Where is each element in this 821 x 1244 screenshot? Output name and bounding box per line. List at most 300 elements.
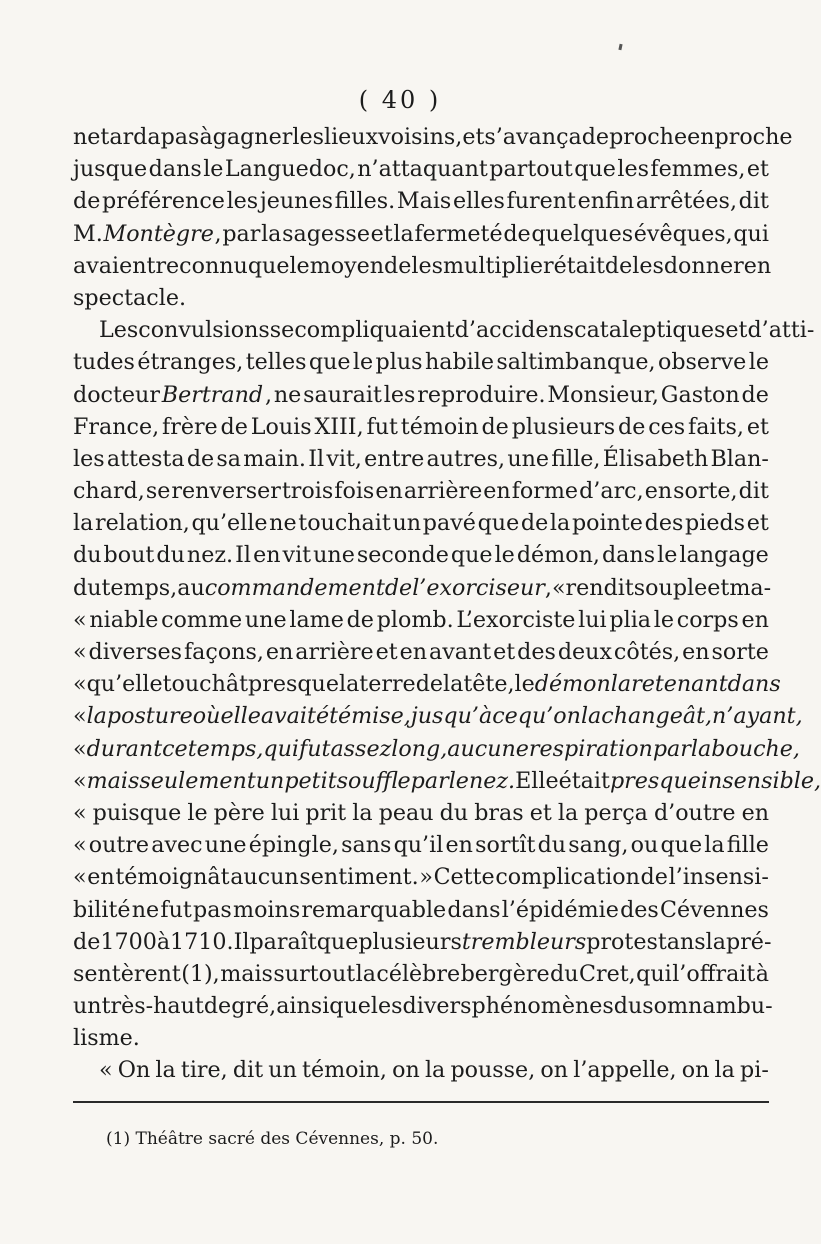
- word: ne: [269, 510, 297, 537]
- word: ,: [264, 381, 273, 408]
- text-line: [73, 604, 769, 636]
- word: la: [261, 220, 282, 247]
- word: vit: [282, 542, 312, 569]
- word: de: [618, 413, 646, 440]
- text-line: [73, 958, 769, 990]
- word: avec: [151, 832, 203, 859]
- word: saltimbanque,: [496, 349, 656, 376]
- word: les: [632, 252, 664, 279]
- word: à: [755, 960, 769, 987]
- word: relation,: [95, 510, 190, 537]
- word: un: [392, 510, 422, 537]
- word: la: [352, 799, 373, 826]
- text-line: [73, 153, 769, 185]
- text-line: [73, 829, 769, 861]
- word: multiplier: [443, 252, 554, 279]
- word: donner: [663, 252, 744, 279]
- word: et: [707, 574, 730, 601]
- word: et: [375, 639, 398, 665]
- word: n’attaquant: [357, 156, 488, 183]
- word: s’avança: [484, 124, 582, 150]
- word: pi-: [740, 1057, 769, 1084]
- word: quelques: [531, 220, 634, 247]
- word: de: [581, 124, 610, 150]
- italic-word: par: [652, 735, 691, 762]
- word: Languedoc,: [224, 156, 356, 183]
- word: pavé: [422, 510, 476, 537]
- italic-word: commandement: [204, 574, 385, 601]
- word: dans: [447, 896, 501, 923]
- ink-speck: [618, 44, 622, 50]
- italic-word: seulement: [139, 767, 256, 794]
- word: Il: [233, 928, 250, 955]
- word: France,: [73, 413, 160, 440]
- word: ne: [131, 896, 160, 923]
- word: renverser: [171, 478, 281, 505]
- word: de: [503, 220, 531, 247]
- word: puisque: [92, 799, 182, 826]
- word: furent: [506, 188, 576, 215]
- word: des: [620, 896, 659, 923]
- word: bilité: [73, 896, 131, 923]
- word: niable: [89, 606, 159, 633]
- word: en: [682, 639, 710, 665]
- word: femmes,: [650, 156, 746, 183]
- word: outre: [88, 832, 150, 859]
- word: et: [493, 639, 516, 665]
- italic-word: petit: [284, 767, 337, 794]
- text-line: [73, 282, 769, 314]
- word: était: [553, 252, 605, 279]
- word: que: [574, 156, 616, 183]
- word: sagesse: [282, 220, 370, 247]
- word: les: [617, 156, 649, 183]
- italic-word: assez: [330, 735, 392, 762]
- word: «: [73, 767, 87, 794]
- word: tudes: [73, 349, 135, 376]
- italic-word: ce: [162, 735, 188, 762]
- word: côtés,: [613, 639, 681, 665]
- word: observe: [657, 349, 747, 376]
- italic-word: insensible,: [700, 767, 821, 794]
- word: les: [292, 124, 324, 150]
- word: en: [741, 606, 769, 633]
- word: la: [73, 510, 94, 537]
- text-line: [73, 572, 772, 604]
- word: en: [445, 832, 473, 859]
- word: terre: [359, 671, 416, 698]
- text-line: [73, 668, 781, 700]
- word: des: [517, 639, 556, 665]
- word: somnambu-: [642, 993, 773, 1020]
- word: démon,: [516, 542, 600, 569]
- word: une: [507, 445, 550, 472]
- word: ma-: [729, 574, 772, 601]
- word: par: [222, 220, 261, 247]
- text-line: [73, 700, 803, 732]
- italic-word: temps,: [187, 735, 264, 762]
- word: une: [313, 542, 355, 569]
- word: tarda: [100, 124, 161, 150]
- word: enfin: [577, 188, 635, 215]
- word: dans: [601, 542, 656, 569]
- italic-word: un: [255, 767, 285, 794]
- word: paraît: [249, 928, 317, 955]
- word: pousse,: [450, 1057, 536, 1084]
- text-line: [73, 121, 793, 153]
- word: célèbre: [376, 960, 461, 987]
- word: lieux: [323, 124, 379, 150]
- italic-word: fut: [299, 735, 331, 762]
- word: cataleptiques: [574, 317, 726, 344]
- word: le: [657, 542, 678, 569]
- page-number: ( 40 ): [358, 86, 442, 114]
- word: «: [551, 574, 566, 601]
- text-line: [73, 733, 800, 765]
- text-line: [73, 250, 772, 282]
- word: que: [660, 832, 703, 859]
- italic-word: aucune: [447, 735, 529, 762]
- word: Louis: [250, 413, 312, 440]
- word: et: [725, 317, 748, 344]
- word: Il: [308, 445, 325, 472]
- word: de: [73, 928, 101, 955]
- word: fermeté: [414, 220, 503, 247]
- text-line: [73, 765, 821, 797]
- word: épingle,: [248, 832, 339, 859]
- word: elles: [452, 188, 505, 215]
- word: ne: [273, 381, 302, 408]
- word: rendit: [565, 574, 634, 601]
- word: la: [705, 928, 726, 955]
- word: à: [199, 124, 213, 150]
- word: attesta: [106, 445, 185, 472]
- word: la: [355, 960, 376, 987]
- word: lisme.: [73, 1025, 140, 1052]
- word: l’épidémie: [501, 896, 619, 923]
- word: telles: [245, 349, 307, 376]
- word: (1),: [181, 960, 220, 987]
- text-line: [73, 475, 769, 507]
- italic-word: Bertrand: [161, 381, 264, 408]
- word: touchât: [162, 671, 249, 698]
- word: voisins,: [378, 124, 463, 150]
- word: se: [269, 317, 295, 344]
- word: du: [73, 574, 102, 601]
- word: était: [558, 767, 610, 794]
- italic-word: la: [690, 735, 712, 762]
- italic-word: avait: [260, 703, 316, 730]
- word: du: [156, 542, 185, 569]
- word: de: [346, 606, 374, 633]
- text-line: [73, 1054, 769, 1086]
- word: père: [213, 799, 265, 826]
- italic-word: retenant: [631, 671, 728, 698]
- word: faits,: [688, 413, 744, 440]
- italic-word: qui: [263, 735, 300, 762]
- word: témoin: [400, 413, 479, 440]
- italic-word: la: [610, 671, 632, 698]
- word: le: [203, 156, 224, 183]
- word: au: [177, 574, 205, 601]
- word: temps,: [101, 574, 178, 601]
- word: comme: [161, 606, 243, 633]
- word: la: [549, 510, 571, 537]
- word: frère: [162, 413, 218, 440]
- word: trois: [281, 478, 334, 505]
- word: un: [73, 993, 102, 1020]
- word: degré,: [203, 993, 277, 1020]
- word: de: [220, 413, 248, 440]
- italic-word: la: [86, 703, 107, 730]
- word: Les: [99, 317, 139, 344]
- word: plusieurs: [358, 928, 462, 955]
- italic-word: de: [384, 574, 413, 601]
- word: fois: [334, 478, 375, 505]
- word: 1710.: [170, 928, 234, 955]
- word: que: [329, 993, 371, 1020]
- word: sentiment.: [299, 864, 419, 891]
- word: le: [352, 349, 374, 376]
- text-line: [73, 218, 769, 250]
- word: du: [537, 832, 567, 859]
- word: Cévennes: [660, 896, 769, 923]
- word: sang,: [568, 832, 629, 859]
- word: lame: [289, 606, 344, 633]
- word: jeunes: [259, 188, 333, 215]
- word: que: [308, 349, 351, 376]
- italic-word: n’ayant,: [712, 703, 803, 730]
- word: de: [604, 252, 633, 279]
- italic-word: mais: [86, 767, 140, 794]
- word: phénomènes: [471, 993, 614, 1020]
- word: de: [384, 252, 412, 279]
- word: sans: [341, 832, 392, 859]
- word: la: [424, 1057, 446, 1084]
- word: «: [73, 606, 87, 633]
- word: ,: [544, 574, 552, 601]
- word: sentèrent: [73, 960, 181, 987]
- word: «: [73, 799, 87, 826]
- word: et: [746, 413, 769, 440]
- word: remarquable: [301, 896, 447, 923]
- word: filles.: [334, 188, 396, 215]
- text-line: [73, 636, 769, 668]
- italic-word: elle: [220, 703, 261, 730]
- word: le: [187, 799, 208, 826]
- word: en: [644, 478, 673, 505]
- word: témoignât: [115, 864, 230, 891]
- text-line: [73, 894, 769, 926]
- word: la: [557, 799, 579, 826]
- word: divers: [402, 993, 472, 1020]
- word: on: [681, 1057, 710, 1084]
- word: jusque: [73, 156, 148, 183]
- word: compliquaient: [294, 317, 455, 344]
- word: pointe: [571, 510, 643, 537]
- word: un: [268, 1057, 297, 1084]
- word: autres,: [426, 445, 506, 472]
- word: en: [87, 864, 115, 891]
- word: des: [644, 510, 684, 537]
- word: gagner: [212, 124, 293, 150]
- word: plusieurs: [511, 413, 616, 440]
- word: du: [73, 542, 102, 569]
- word: plus: [375, 349, 423, 376]
- body-text: [73, 121, 821, 1087]
- word: sa: [216, 445, 242, 472]
- word: Cette: [433, 864, 495, 891]
- word: Gaston: [660, 381, 740, 408]
- word: d’accidens: [454, 317, 575, 344]
- word: l’appelle,: [573, 1057, 677, 1084]
- text-line: [73, 926, 772, 958]
- italic-word: long,: [391, 735, 448, 762]
- word: qui: [733, 220, 769, 247]
- word: souple: [633, 574, 708, 601]
- word: d’atti-: [747, 317, 815, 344]
- word: On: [117, 1057, 151, 1084]
- word: «: [99, 1057, 113, 1084]
- word: sorte: [711, 639, 769, 665]
- word: arrière: [295, 639, 374, 665]
- text-line: [73, 1022, 769, 1054]
- word: qui: [636, 960, 672, 987]
- text-line: [73, 314, 815, 346]
- word: deux: [557, 639, 612, 665]
- word: proche: [714, 124, 793, 150]
- word: que: [247, 252, 290, 279]
- word: «: [73, 671, 87, 698]
- word: en: [687, 124, 715, 150]
- word: très-haut: [101, 993, 204, 1020]
- word: de: [186, 445, 215, 472]
- word: en: [375, 478, 403, 505]
- word: «: [73, 735, 87, 762]
- word: sorte,: [673, 478, 738, 505]
- italic-word: démon: [534, 671, 611, 698]
- word: façons,: [183, 639, 264, 665]
- word: mais: [220, 960, 273, 987]
- word: en: [253, 542, 281, 569]
- word: peau: [378, 799, 434, 826]
- text-line: [73, 797, 769, 829]
- word: protestans: [586, 928, 706, 955]
- word: L’exorciste: [456, 606, 576, 633]
- word: on: [540, 1057, 569, 1084]
- word: évêques,: [633, 220, 733, 247]
- italic-word: souffle: [336, 767, 411, 794]
- text-line: [73, 539, 769, 571]
- italic-word: Montègre: [103, 220, 214, 247]
- italic-word: bouche,: [711, 735, 800, 762]
- word: lui: [578, 606, 607, 633]
- word: Cret,: [579, 960, 636, 987]
- word: 1700: [100, 928, 157, 955]
- word: perça: [584, 799, 648, 826]
- word: et: [370, 220, 393, 247]
- word: «: [73, 639, 87, 665]
- italic-word: respiration: [528, 735, 653, 762]
- word: les: [383, 381, 416, 408]
- word: se: [145, 478, 171, 505]
- italic-word: presque: [609, 767, 701, 794]
- word: ces: [648, 413, 686, 440]
- word: de: [481, 413, 509, 440]
- word: XIII,: [314, 413, 364, 440]
- italic-word: trembleurs: [461, 928, 587, 955]
- word: complication: [495, 864, 640, 891]
- word: la: [393, 220, 414, 247]
- word: la: [704, 832, 725, 859]
- word: le: [494, 542, 515, 569]
- word: d’outre: [653, 799, 736, 826]
- word: prit: [305, 799, 347, 826]
- word: corps: [676, 606, 739, 633]
- word: étranges,: [137, 349, 244, 376]
- word: l’insensi-: [668, 864, 769, 891]
- word: dit: [232, 1057, 264, 1084]
- word: les: [411, 252, 444, 279]
- text-line: [73, 379, 769, 411]
- word: bras: [474, 799, 524, 826]
- word: les: [226, 188, 259, 215]
- word: sortît: [475, 832, 536, 859]
- word: moins: [233, 896, 301, 923]
- word: tire,: [180, 1057, 228, 1084]
- word: dit: [738, 188, 769, 215]
- word: saurait: [303, 381, 382, 408]
- word: la: [443, 671, 464, 698]
- word: proche: [609, 124, 688, 150]
- text-line: [73, 990, 773, 1022]
- word: ainsi: [276, 993, 330, 1020]
- italic-word: jusqu’à: [410, 703, 493, 730]
- word: une: [244, 606, 287, 633]
- word: de: [640, 864, 668, 891]
- word: en: [743, 252, 772, 279]
- text-line: [73, 443, 769, 475]
- word: surtout: [273, 960, 356, 987]
- word: diverses: [88, 639, 183, 665]
- word: pas: [160, 124, 200, 150]
- italic-word: posture: [106, 703, 193, 730]
- word: pré-: [726, 928, 772, 955]
- word: pas: [193, 896, 232, 923]
- italic-word: qu’on: [517, 703, 581, 730]
- text-line: [73, 411, 769, 443]
- word: en: [483, 478, 511, 505]
- word: Blan-: [710, 445, 769, 472]
- word: main.: [243, 445, 306, 472]
- word: «: [73, 832, 87, 859]
- word: Mais: [396, 188, 452, 215]
- italic-word: été: [315, 703, 352, 730]
- word: Monsieur,: [547, 381, 659, 408]
- word: docteur: [73, 381, 160, 408]
- word: avaient: [73, 252, 156, 279]
- word: du: [439, 799, 469, 826]
- word: avant: [428, 639, 492, 665]
- word: de: [73, 188, 101, 215]
- word: dit: [738, 478, 769, 505]
- word: bergère: [460, 960, 550, 987]
- italic-word: par: [410, 767, 449, 794]
- word: plia: [609, 606, 652, 633]
- word: arrière: [403, 478, 483, 505]
- italic-word: la: [580, 703, 602, 730]
- footnote-rule: [73, 1101, 769, 1103]
